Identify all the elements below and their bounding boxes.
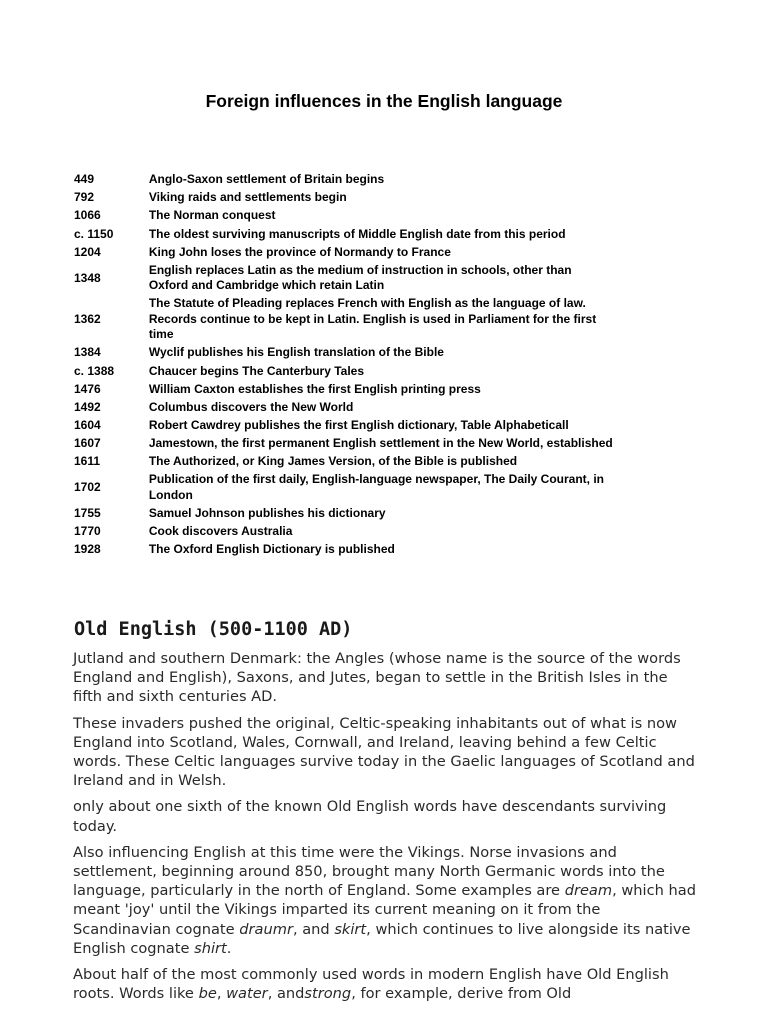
timeline-row	[74, 243, 614, 261]
timeline-row	[74, 398, 614, 416]
timeline-row	[74, 417, 614, 435]
timeline-row	[74, 504, 614, 522]
timeline-row	[74, 225, 614, 243]
paragraph: These invaders pushed the original, Celtic-speaking inhabitants out of what is now England into Scotland, Wales, Cornwall, and Ireland, leaving behind a few Celtic words. These Celtic languages survive today in the Gaelic languages of Scotland and Ireland and in Welsh.	[73, 714, 695, 790]
example-word: shirt	[194, 939, 227, 957]
timeline-event: Wyclif publishes his English translation of the Bible	[148, 345, 444, 360]
timeline-event: Chaucer begins The Canterbury Tales	[148, 363, 364, 378]
timeline-row	[74, 362, 614, 380]
paragraph-text: , which continues to live alongside its native English cognate	[73, 920, 691, 957]
paragraph-text: About half of the most commonly used words in modern English have Old English roots. Words like	[73, 966, 669, 1003]
section-body	[73, 649, 701, 1010]
timeline-row	[74, 541, 614, 559]
timeline-row	[74, 189, 614, 207]
timeline-row	[74, 171, 614, 189]
timeline-event: Jamestown, the first permanent English settlement in the New World, established	[148, 435, 613, 450]
timeline-table	[74, 171, 614, 559]
paragraph	[73, 965, 701, 1003]
timeline-row	[74, 471, 614, 505]
timeline-year: 1204	[74, 244, 101, 259]
paragraph-text: Also influencing English at this time were the Vikings. Norse invasions and settlement, beginning around 850, brought many North Germanic words into the language, particularly in the north of England. Some examples are	[73, 843, 665, 900]
timeline-row	[74, 380, 614, 398]
timeline-year: 449	[74, 172, 95, 187]
timeline-year: c. 1150	[74, 226, 114, 241]
timeline-row	[74, 261, 614, 295]
paragraph: Jutland and southern Denmark: the Angles (whose name is the source of the words England and English), Saxons, and Jutes, began to settle in the British Isles in the fifth and sixth centuries AD.	[73, 650, 681, 706]
timeline-row	[74, 435, 614, 453]
timeline-year: 1702	[74, 479, 101, 494]
timeline-year: c. 1388	[74, 363, 115, 378]
paragraph: only about one sixth of the known Old English words have descendants surviving today.	[73, 798, 667, 835]
timeline-year: 792	[74, 190, 95, 205]
timeline-row	[74, 523, 614, 541]
timeline-year: 1928	[74, 541, 101, 556]
timeline-event: Columbus discovers the New World	[148, 399, 354, 414]
timeline-year: 1611	[74, 454, 101, 469]
timeline-year: 1384	[74, 345, 101, 360]
timeline-event: The Oxford English Dictionary is published	[148, 541, 395, 556]
paragraph	[73, 843, 701, 958]
paragraph-text: , which had meant 'joy' until the Vikings imparted its current meaning on it from the Scandinavian cognate	[73, 882, 696, 938]
timeline-event: The Norman conquest	[148, 208, 276, 223]
timeline-body	[74, 171, 614, 559]
timeline-event: The Authorized, or King James Version, of the Bible is published	[148, 454, 518, 469]
timeline-event: Publication of the first daily, English-language newspaper, The Daily Courant, in London	[148, 472, 605, 502]
timeline-event: The Statute of Pleading replaces French with English as the language of law. Records continue to be kept in Latin. English is used in Parliament for the first time	[148, 296, 597, 342]
timeline-event: Cook discovers Australia	[148, 523, 293, 538]
example-word: strong	[304, 985, 352, 1003]
timeline-row	[74, 295, 614, 344]
example-word: water	[226, 985, 268, 1003]
timeline-year: 1492	[74, 399, 101, 414]
paragraph-text: .	[226, 939, 232, 957]
timeline-row	[74, 207, 614, 225]
timeline-year: 1607	[74, 435, 101, 450]
timeline-event: English replaces Latin as the medium of instruction in schools, other than Oxford and Cambridge which retain Latin	[148, 262, 572, 293]
timeline-row	[74, 344, 614, 362]
timeline-year: 1604	[74, 417, 101, 432]
timeline-year: 1066	[74, 208, 101, 223]
timeline-year: 1476	[74, 381, 101, 396]
timeline-year: 1348	[74, 270, 101, 285]
example-word: be	[198, 985, 217, 1003]
timeline-event: Samuel Johnson publishes his dictionary	[148, 505, 386, 520]
timeline-event: Viking raids and settlements begin	[148, 190, 347, 205]
timeline-year: 1755	[74, 505, 101, 520]
paragraph-text: , and	[267, 985, 305, 1003]
example-word: skirt	[334, 920, 367, 938]
timeline-row	[74, 453, 614, 471]
timeline-event: Robert Cawdrey publishes the first English dictionary, Table Alphabeticall	[148, 417, 569, 432]
timeline-event: Anglo-Saxon settlement of Britain begins	[148, 172, 385, 187]
paragraph-text: ,	[216, 985, 227, 1003]
paragraph-text: , and	[292, 920, 335, 938]
section-heading: Old English (500-1100 AD)	[74, 619, 353, 640]
timeline-event: King John loses the province of Normandy to France	[148, 244, 451, 259]
document-title: Foreign influences in the English language	[205, 91, 563, 111]
example-word: draumr	[239, 920, 293, 938]
paragraph-text: , for example, derive from Old	[351, 985, 572, 1003]
timeline-year: 1770	[74, 523, 101, 538]
timeline-event: The oldest surviving manuscripts of Middle English date from this period	[148, 226, 566, 241]
timeline-event: William Caxton establishes the first English printing press	[148, 381, 481, 396]
example-word: dream	[564, 882, 613, 900]
timeline-year: 1362	[74, 311, 101, 326]
